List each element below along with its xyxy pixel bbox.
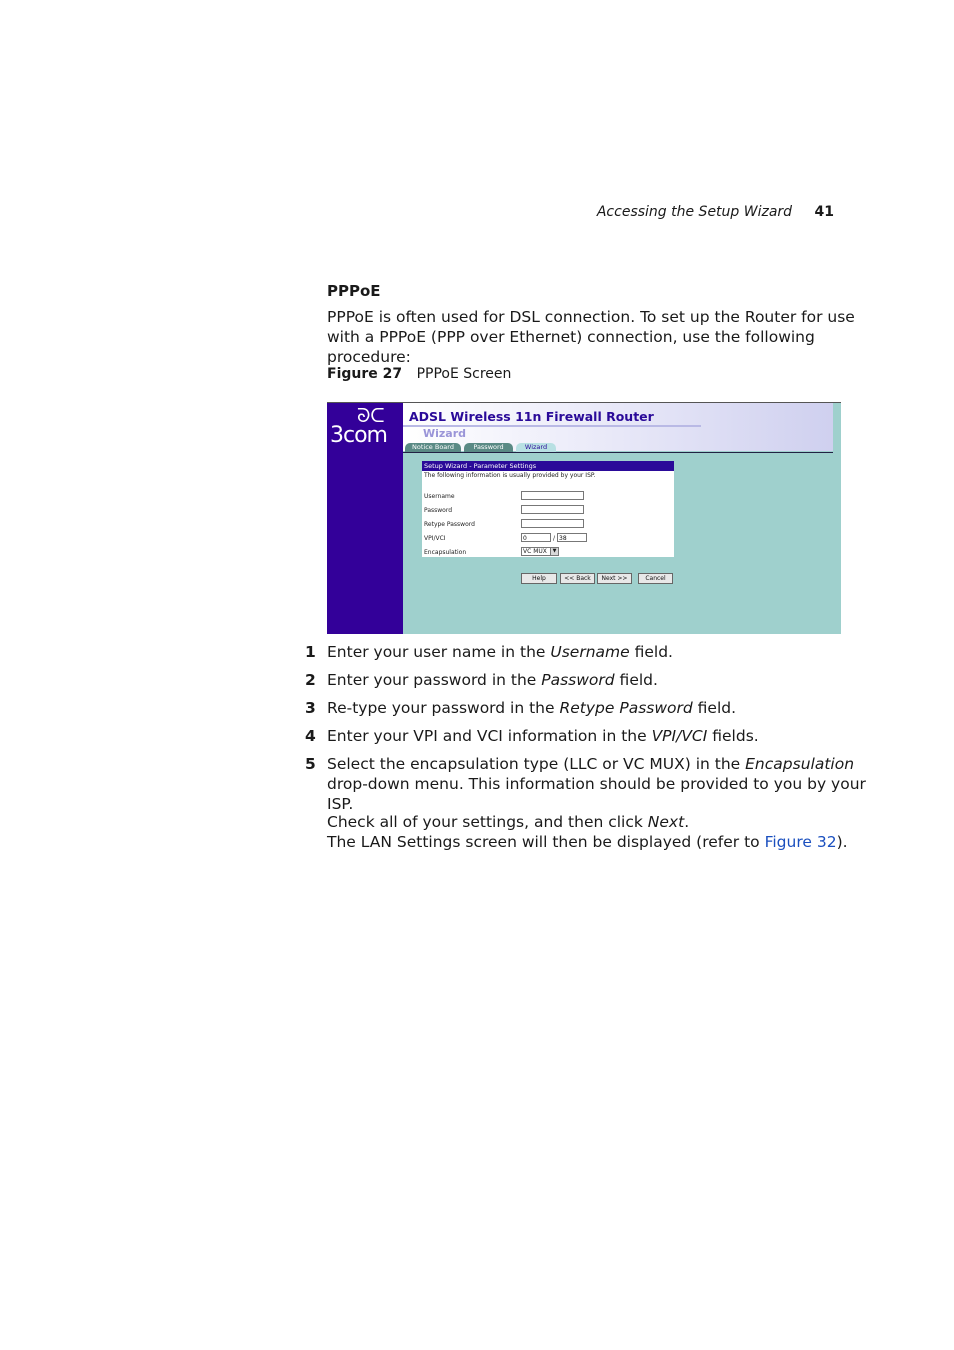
step-number: 4 <box>305 727 316 745</box>
banner-subtitle: Wizard <box>423 427 467 440</box>
encapsulation-label: Encapsulation <box>424 549 467 556</box>
3com-logo-text: 3com <box>330 423 387 448</box>
figure-caption <box>327 366 511 382</box>
help-button[interactable]: Help <box>521 573 557 584</box>
page-number: 41 <box>814 204 834 220</box>
closing-line-2: The LAN Settings screen will then be displayed (refer to Figure 32). <box>327 833 848 851</box>
closing-paragraph <box>327 812 867 852</box>
step-text: Enter your VPI and VCI information in the VPI/VCI fields. <box>327 727 759 745</box>
step-number: 2 <box>305 671 316 689</box>
running-head <box>560 204 834 220</box>
panel-title: Setup Wizard - Parameter Settings <box>422 461 674 471</box>
step-text: Select the encapsulation type (LLC or VC MUX) in the Encapsulation drop-down menu. This information should be provided to you by your ISP. <box>327 755 866 813</box>
step-text: Re-type your password in the Retype Password field. <box>327 699 737 717</box>
chevron-down-icon[interactable]: ▼ <box>550 548 558 555</box>
panel-note: The following information is usually provided by your ISP. <box>424 472 596 479</box>
vpivci-label: VPI/VCI <box>424 535 446 542</box>
banner-title: ADSL Wireless 11n Firewall Router <box>409 409 654 424</box>
running-head-title: Accessing the Setup Wizard <box>596 204 793 220</box>
username-input[interactable] <box>521 491 584 500</box>
vci-input[interactable]: 38 <box>557 533 587 542</box>
figure-32-link[interactable]: Figure 32 <box>764 833 837 851</box>
figure-title: PPPoE Screen <box>416 366 512 382</box>
pppoe-screenshot <box>327 402 841 634</box>
intro-paragraph: PPPoE is often used for DSL connection. To set up the Router for use with a PPPoE (PPP over Ethernet) connection, use the following procedure: <box>327 308 855 366</box>
step-number: 5 <box>305 755 316 773</box>
tab-password[interactable]: Password <box>464 443 513 452</box>
password-input[interactable] <box>521 505 584 514</box>
figure-label: Figure 27 <box>327 366 403 382</box>
encapsulation-value: VC MUX <box>523 548 547 555</box>
back-button[interactable]: << Back <box>560 573 595 584</box>
screenshot-sidebar <box>327 403 403 634</box>
password-label: Password <box>424 507 453 514</box>
cancel-button[interactable]: Cancel <box>638 573 673 584</box>
vpi-input[interactable]: 0 <box>521 533 551 542</box>
section-title: PPPoE <box>327 282 381 300</box>
tab-notice-board[interactable]: Notice Board <box>405 443 461 452</box>
3com-logo-icon: ᘐᑕ <box>357 405 385 427</box>
step-text: Enter your user name in the Username field. <box>327 643 673 661</box>
step-number: 3 <box>305 699 316 717</box>
tab-wizard[interactable]: Wizard <box>516 443 556 452</box>
encapsulation-select[interactable] <box>521 547 559 556</box>
retype-password-label: Retype Password <box>424 521 475 528</box>
vpivci-separator: / <box>553 535 556 542</box>
closing-line-1: Check all of your settings, and then click Next. <box>327 813 690 831</box>
username-label: Username <box>424 493 455 500</box>
tab-divider <box>403 452 833 453</box>
retype-password-input[interactable] <box>521 519 584 528</box>
step-text: Enter your password in the Password field. <box>327 671 658 689</box>
step-number: 1 <box>305 643 316 661</box>
parameter-settings-panel <box>422 461 674 557</box>
next-button[interactable]: Next >> <box>597 573 632 584</box>
